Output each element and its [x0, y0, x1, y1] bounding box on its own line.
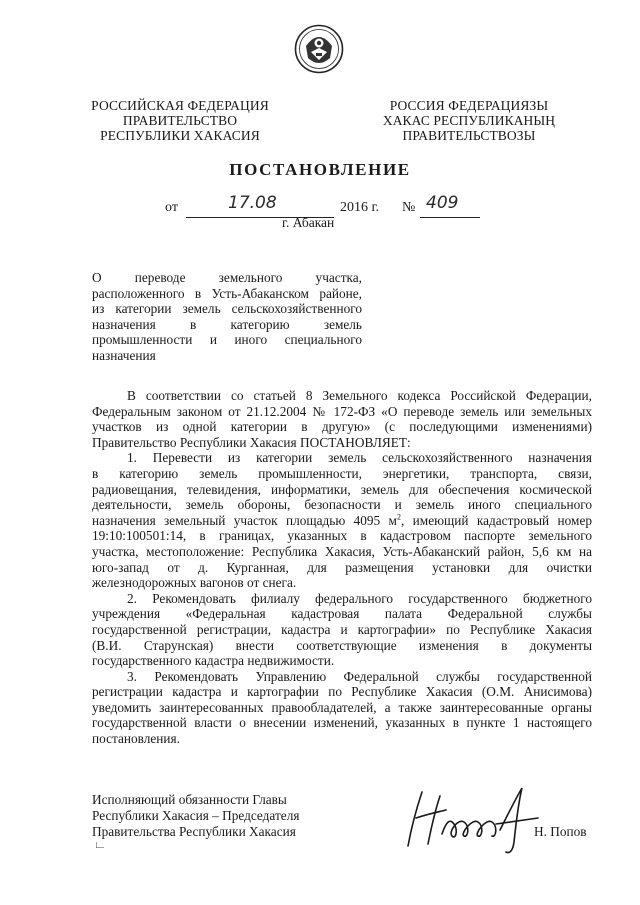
body-line: государственной регистрации, кадастра и картографии» по Республике Хакасия [92, 621, 592, 637]
header-right-line: РОССИЯ ФЕДЕРАЦИЯЗЫ [389, 98, 549, 113]
body-line: 3. Рекомендовать Управлению Федеральной службы государственной [127, 668, 592, 684]
body-line: железнодорожных вагонов от снега. [92, 575, 297, 591]
body-line: юго-запад от д. Курганная, для размещения установки для очистки [92, 559, 592, 575]
handwritten-signature-icon [398, 784, 553, 856]
body-line: (В.И. Старунская) внести соответствующие изменения в документы [92, 637, 592, 653]
date-from-label: от [165, 200, 178, 215]
city-label: г. Абакан [282, 215, 335, 230]
signatory-title-line: Республики Хакасия – Председателя [92, 808, 300, 823]
header-right-line: ПРАВИТЕЛЬСТВОЗЫ [402, 128, 536, 143]
document-title: ПОСТАНОВЛЕНИЕ [229, 160, 411, 179]
date-handwritten: 17.08 [228, 193, 277, 213]
number-label: № [402, 200, 416, 215]
body-line: регистрации кадастра и картографии по Республике Хакасия (О.М. Анисимова) [92, 684, 592, 700]
header-right-block [364, 98, 574, 143]
body-line: В соответствии со статьей 8 Земельного кодекса Российской Федерации, [127, 388, 592, 403]
subject-line: расположенного в Усть-Абаканском районе, [92, 285, 362, 301]
body-line: радиовещания, телевидения, информатики, земель для обеспечения космической [92, 481, 592, 497]
number-handwritten: 409 [426, 193, 459, 213]
body-line: 1. Перевести из категории земель сельскохозяйственного назначения [127, 450, 592, 466]
corner-mark-icon [96, 842, 104, 848]
subject-line: назначения [92, 347, 156, 363]
subject-block [92, 270, 362, 364]
body-line: постановления. [92, 731, 180, 747]
signatory-title-line: Исполняющий обязанности Главы [92, 792, 287, 807]
coat-of-arms-emblem-icon [294, 24, 344, 74]
body-line: назначения земельный участок площадью 4095 м [92, 512, 397, 528]
body-line: участка, местоположение: Республика Хакасия, Усть-Абаканский район, 5,6 км на [92, 543, 592, 559]
header-left-line: РОССИЙСКАЯ ФЕДЕРАЦИЯ [91, 98, 269, 113]
subject-line: О переводе земельного участка, [92, 270, 362, 285]
body-line: 19:10:100501:14, в границах, указанных в кадастровом паспорте земельного [92, 528, 592, 544]
year-label: 2016 г. [340, 200, 380, 215]
subject-line: назначения в категорию земель [92, 316, 362, 332]
body-line: участков из одной категории в другую» (с последующими изменениями) [92, 419, 592, 435]
signatory-title-block [92, 792, 299, 840]
header-left-line: РЕСПУБЛИКИ ХАКАСИЯ [100, 128, 260, 143]
header-left-block [80, 98, 280, 143]
body-text [92, 388, 592, 747]
body-line: 2. Рекомендовать филиалу федерального государственного бюджетного [127, 590, 592, 606]
body-line-tail: , имеющий кадастровый номер [400, 512, 592, 528]
signatory-name: Н. Попов [534, 824, 587, 839]
area-unit-superscript: 2 [396, 512, 401, 522]
body-line: учреждения «Федеральная кадастровая палата Федеральной службы [92, 606, 592, 622]
subject-line: из категории земель сельскохозяйственного [92, 301, 362, 317]
body-line: Федеральным законом от 21.12.2004 № 172-ФЗ «О переводе земель или земельных [92, 403, 592, 419]
body-line: деятельности, земель обороны, безопасности и земель иного специального [92, 497, 592, 513]
header-left-line: ПРАВИТЕЛЬСТВО [122, 113, 238, 128]
body-line: Правительство Республики Хакасия ПОСТАНОВЛЯЕТ: [92, 434, 411, 450]
signatory-title-line: Правительства Республики Хакасия [92, 824, 296, 839]
body-line: в категорию земель промышленности, энергетики, транспорта, связи, [92, 465, 592, 481]
body-line: уведомить заинтересованных правообладателей, а также заинтересованные органы [92, 699, 592, 715]
header-right-line: ХАКАС РЕСПУБЛИКАНЫҢ [382, 113, 556, 128]
body-line: государственной власти о внесении изменений, указанных в пункте 1 настоящего [92, 715, 592, 731]
body-line: государственного кадастра недвижимости. [92, 653, 335, 669]
body-line-area [92, 513, 592, 529]
subject-line: промышленности и иного специального [92, 332, 362, 348]
